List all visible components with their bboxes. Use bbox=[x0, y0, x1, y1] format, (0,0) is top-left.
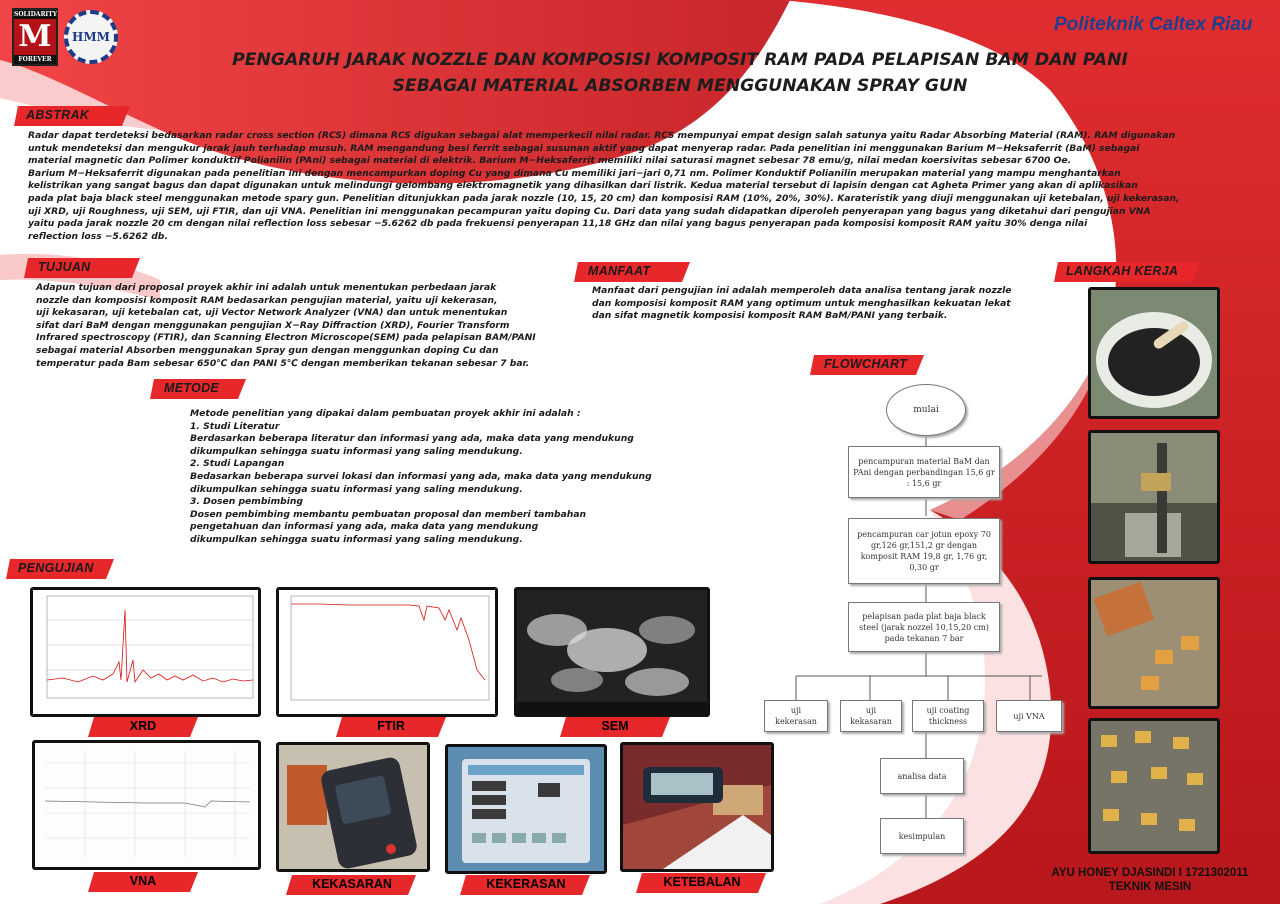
author-block bbox=[1028, 866, 1272, 894]
abstrak-line: Barium M−Heksaferrit digunakan pada penelitian ini dengan mencampurkan doping Cu yang dimana Cu memiliki jari−jari 0,71 nm. Polimer Konduktif Polianilin merupakan material yang mampu menghantarkan bbox=[28, 167, 1121, 179]
tujuan-line: temperatur pada Bam sebesar 650℃ dan PANI 5℃ dengan memberikan tekanan sebesar 7 bar. bbox=[36, 357, 530, 369]
metode-line: Metode penelitian yang dipakai dalam pembuatan proyek akhir ini adalah : bbox=[190, 408, 581, 419]
author-name: AYU HONEY DJASINDI I 1721302011 bbox=[1051, 867, 1249, 879]
institution-logo: Politeknik Caltex Riau bbox=[1054, 14, 1253, 35]
metode-line: 3. Dosen pembimbing bbox=[190, 496, 303, 508]
metode-line: dikumpulkan sehingga suatu informasi yang saling mendukung. bbox=[190, 483, 523, 495]
vna-chart-image bbox=[32, 740, 261, 870]
langkah-kerja-photo-spraying bbox=[1088, 430, 1220, 564]
flowchart-test-vna: uji VNA bbox=[996, 700, 1062, 732]
abstrak-line: reflection loss −5.6262 db. bbox=[28, 230, 168, 242]
abstrak-line: yaitu pada jarak nozzle 20 cm dengan nilai reflection loss sebesar −5.6262 db pada frekuensi penyerapan 11,18 GHz dan nilai yang bagus penyerapan pada komposisi komposit RAM yaitu 30% denga nilai bbox=[28, 218, 1088, 230]
solidarity-top-text: SOLIDARITY bbox=[14, 11, 57, 18]
metode-line: Bedasarkan beberapa survei lokasi dan informasi yang ada, maka data yang mendukung bbox=[190, 470, 652, 482]
solidarity-letter: M bbox=[18, 19, 52, 54]
sem-micrograph-image bbox=[514, 587, 710, 717]
abstrak-line: uji XRD, uji Roughness, uji SEM, uji FTIR, dan uji VNA. Penelitian ini menggunakan pecampuran yaitu doping Cu. Dari data yang sudah didapatkan diperoleh penyerapan yang bagus yang diketahui dari pengujian VNA bbox=[28, 205, 1151, 217]
metode-line: Berdasarkan beberapa literatur dan informasi yang ada, maka data yang mendukung bbox=[190, 433, 634, 445]
abstrak-line: material magnetic dan Polimer konduktif Polianilin (PAni) sebagai material di elektrik. Barium M−Heksaferrit memiliki nilai saturasi magnet sebesar 78 emu/g, nilai medan koersivitas sebesar 6700 Oe. bbox=[28, 155, 1072, 167]
poster-title bbox=[130, 47, 1230, 99]
pengujian-heading: PENGUJIAN bbox=[18, 561, 94, 575]
vna-caption: VNA bbox=[129, 874, 157, 888]
flowchart-step-coating: pelapisan pada plat baja black steel (jarak nozzel 10,15,20 cm) pada tekanan 7 bar bbox=[848, 602, 1000, 652]
flowchart-step-mixing-bam-pani: pencampuran material BaM dan PAni dengan perbandingan 15,6 gr : 15,6 gr bbox=[848, 446, 1000, 498]
tujuan-text bbox=[36, 282, 596, 370]
manfaat-text bbox=[592, 285, 1052, 323]
tujuan-line: Infrared spectroscopy (FTIR), dan Scanning Electron Microscope(SEM) pada pelapisan BAM/PANI bbox=[36, 332, 536, 344]
flowchart-test-kekasaran: uji kekasaran bbox=[840, 700, 902, 732]
abstrak-line: kelistrikan yang sangat bagus dan dapat digunakan untuk melindungi gelombang elektromagnetik yang dihasilkan dari listrik. Kedua material tersebut di lapisin dengan cat Agheta Primer yang akan di aplikasikan bbox=[28, 180, 1138, 192]
xrd-chart-image bbox=[30, 587, 261, 717]
flowchart-test-kekerasan: uji kekerasan bbox=[764, 700, 828, 732]
ketebalan-caption: KETEBALAN bbox=[663, 875, 741, 889]
kekerasan-photo bbox=[445, 744, 607, 874]
manfaat-line: dan sifat magnetik komposisi komposit RAM BaM/PANI yang terbaik. bbox=[592, 310, 948, 322]
tujuan-line: Adapun tujuan dari proposal proyek akhir ini adalah untuk menentukan perbedaan jarak bbox=[36, 282, 497, 293]
langkah-kerja-photo-results bbox=[1088, 718, 1220, 854]
metode-line: 2. Studi Lapangan bbox=[190, 458, 285, 470]
abstrak-line: untuk mendeteksi dan mengukur jarak jauh terhadap musuh. RAM mengandung besi ferrit sebagai susunan aktif yang dapat menyerap radar. Pada penelitian ini menggunakan Barium M−Heksaferrit (BaM) sebagai bbox=[28, 142, 1140, 154]
flowchart-end: kesimpulan bbox=[880, 818, 964, 854]
solidarity-logo bbox=[12, 8, 58, 66]
tujuan-line: sebagai material Absorben menggunakan Spray gun dengan menggunkan doping Cu dan bbox=[36, 344, 499, 356]
metode-heading: METODE bbox=[164, 381, 220, 395]
kekasaran-caption: KEKASARAN bbox=[312, 877, 392, 891]
langkah-kerja-photo-plates bbox=[1088, 577, 1220, 709]
manfaat-heading: MANFAAT bbox=[588, 264, 651, 278]
tujuan-line: uji kekasaran, uji ketebalan cat, uji Vector Network Analyzer (VNA) dan untuk menentukan bbox=[36, 307, 508, 319]
sem-caption: SEM bbox=[601, 719, 629, 733]
title-line-1: PENGARUH JARAK NOZZLE DAN KOMPOSISI KOMPOSIT RAM PADA PELAPISAN BAM DAN PANI bbox=[232, 50, 1128, 70]
ftir-chart-image bbox=[276, 587, 498, 717]
tujuan-line: sifat dari BaM dengan menggunakan pengujian X−Ray Diffraction (XRD), Fourier Transform bbox=[36, 319, 510, 331]
tujuan-heading: TUJUAN bbox=[38, 260, 91, 274]
kekasaran-photo bbox=[276, 742, 430, 872]
flowchart-start: mulai bbox=[886, 384, 966, 436]
ftir-caption: FTIR bbox=[377, 719, 405, 733]
langkah-kerja-heading: LANGKAH KERJA bbox=[1066, 264, 1179, 278]
manfaat-line: Manfaat dari pengujian ini adalah memperoleh data analisa tentang jarak nozzle bbox=[592, 285, 1012, 296]
title-line-2: SEBAGAI MATERIAL ABSORBEN MENGGUNAKAN SPRAY GUN bbox=[392, 76, 968, 96]
abstrak-heading: ABSTRAK bbox=[26, 108, 90, 122]
hmm-logo-text: HMM bbox=[72, 30, 110, 44]
flowchart-step-mixing-epoxy: pencampuran car jotun epoxy 70 gr,126 gr,151,2 gr dengan komposit RAM 19,8 gr, 1,76 gr, 0,30 gr bbox=[848, 518, 1000, 584]
solidarity-bottom-text: FOREVER bbox=[14, 55, 56, 64]
metode-line: Dosen pembimbing membantu pembuatan proposal dan memberi tambahan bbox=[190, 508, 587, 520]
flowchart-heading: FLOWCHART bbox=[824, 357, 908, 371]
flowchart-analysis: analisa data bbox=[880, 758, 964, 794]
author-department: TEKNIK MESIN bbox=[1108, 881, 1192, 893]
hmm-logo bbox=[64, 10, 118, 64]
metode-line: 1. Studi Literatur bbox=[190, 420, 280, 432]
flowchart-test-coating-thickness: uji coating thickness bbox=[912, 700, 984, 732]
abstrak-line: Radar dapat terdeteksi bedasarkan radar cross section (RCS) dimana RCS digukan sebagai alat memperkecil nilai radar. RCS mempunyai empat design salah satunya yaitu Radar Absorbing Material (RAM). RAM digunakan bbox=[28, 130, 1176, 141]
tujuan-line: nozzle dan komposisi komposit RAM bedasarkan pengujian material, yaitu uji kekerasan, bbox=[36, 294, 498, 306]
metode-line: dikumpulkan sehingga suatu informasi yang saling mendukung. bbox=[190, 445, 523, 457]
manfaat-line: dan komposisi komposit RAM yang optimum untuk menghasilkan kekuatan lekat bbox=[592, 297, 1011, 309]
metode-text bbox=[190, 408, 710, 547]
metode-line: dikumpulkan sehingga suatu informasi yang saling mendukung. bbox=[190, 533, 523, 545]
xrd-caption: XRD bbox=[129, 719, 157, 733]
abstrak-line: pada plat baja black steel menggunakan metode spary gun. Penelitian ditunjukkan pada jarak nozzle (10, 15, 20 cm) dan komposisi RAM (10%, 20%, 30%). Karateristik yang diuji menggunakan uji ketebalan, uji kekerasan, bbox=[28, 192, 1180, 204]
kekerasan-caption: KEKERASAN bbox=[486, 877, 566, 891]
langkah-kerja-photo-mixing bbox=[1088, 287, 1220, 419]
ketebalan-photo bbox=[620, 742, 774, 872]
abstrak-text bbox=[28, 130, 1268, 243]
metode-line: pengetahuan dan informasi yang ada, maka data yang mendukung bbox=[190, 521, 539, 533]
